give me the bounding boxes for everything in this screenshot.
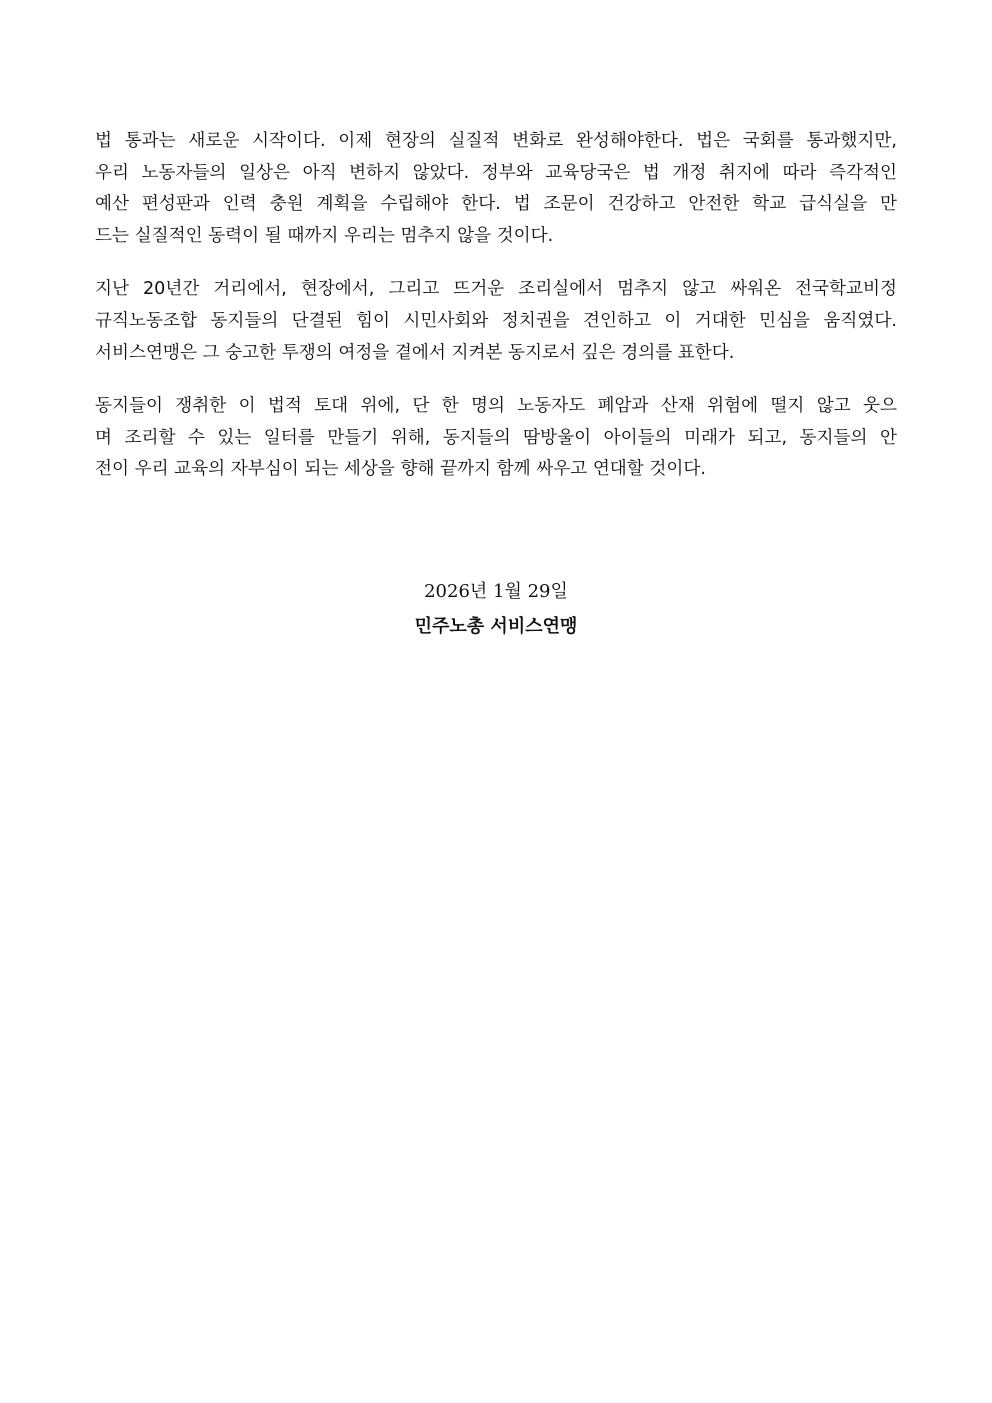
text-line: 예산 편성판과 인력 충원 계획을 수립해야 한다. 법 조문이 건강하고 안전한 학교 급식실을 만: [95, 194, 897, 215]
text-line: 드는 실질적인 동력이 될 때까지 우리는 멈추지 않을 것이다.: [95, 225, 554, 246]
organization-name: 민주노총 서비스연맹: [414, 616, 578, 637]
statement-date: 2026년 1월 29일: [424, 581, 568, 602]
statement-body: [95, 126, 897, 508]
text-line: 지난 20년간 거리에서, 현장에서, 그리고 뜨거운 조리실에서 멈추지 않고 싸워온 전국학교비정: [95, 279, 897, 300]
text-line: 서비스연맹은 그 숭고한 투쟁의 여정을 곁에서 지켜본 동지로서 깊은 경의를 표한다.: [95, 342, 735, 363]
text-line: 전이 우리 교육의 자부심이 되는 세상을 향해 끝까지 함께 싸우고 연대할 것이다.: [95, 459, 706, 480]
text-line: 며 조리할 수 있는 일터를 만들기 위해, 동지들의 땀방울이 아이들의 미래가 되고, 동지들의 안: [95, 427, 897, 448]
text-line: 규직노동조합 동지들의 단결된 힘이 시민사회와 정치권을 견인하고 이 거대한 민심을 움직였다.: [95, 310, 897, 331]
paragraph-3: [95, 391, 897, 486]
text-line: 동지들이 쟁취한 이 법적 토대 위에, 단 한 명의 노동자도 폐암과 산재 위험에 떨지 않고 웃으: [95, 396, 897, 417]
paragraph-1: [95, 126, 897, 252]
text-line: 우리 노동자들의 일상은 아직 변하지 않았다. 정부와 교육당국은 법 개정 취지에 따라 즉각적인: [95, 162, 897, 183]
paragraph-2: [95, 274, 897, 369]
text-line: 법 통과는 새로운 시작이다. 이제 현장의 실질적 변화로 완성해야한다. 법은 국회를 통과했지만,: [95, 131, 897, 151]
